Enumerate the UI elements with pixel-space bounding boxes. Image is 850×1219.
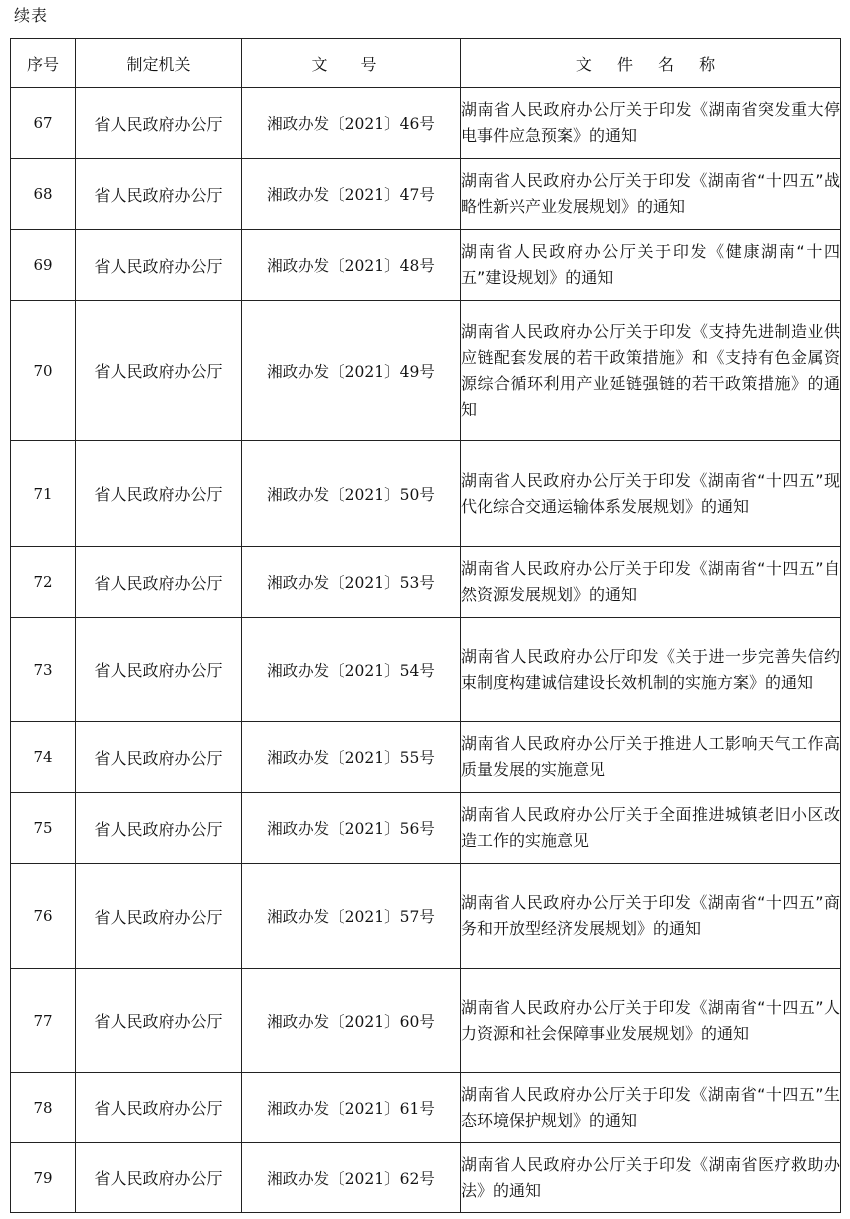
document-title-cell: 湖南省人民政府办公厅关于印发《湖南省“十四五”自然资源发展规划》的通知 xyxy=(461,547,841,618)
document-title-cell: 湖南省人民政府办公厅关于全面推进城镇老旧小区改造工作的实施意见 xyxy=(461,793,841,864)
document-number-cell: 湘政办发〔2021〕46号 xyxy=(242,88,461,159)
table-row xyxy=(11,547,841,618)
document-number-cell: 湘政办发〔2021〕62号 xyxy=(242,1143,461,1213)
table-row xyxy=(11,618,841,722)
document-number-cell: 湘政办发〔2021〕61号 xyxy=(242,1073,461,1143)
document-title-cell: 湖南省人民政府办公厅关于印发《湖南省“十四五”生态环境保护规划》的通知 xyxy=(461,1073,841,1143)
serial-number-cell: 71 xyxy=(11,441,76,547)
header-row xyxy=(11,39,841,88)
table-body xyxy=(11,88,841,1213)
issuing-authority-cell: 省人民政府办公厅 xyxy=(76,88,242,159)
document-number-cell: 湘政办发〔2021〕54号 xyxy=(242,618,461,722)
table-row xyxy=(11,301,841,441)
serial-number-cell: 69 xyxy=(11,230,76,301)
serial-number-cell: 67 xyxy=(11,88,76,159)
issuing-authority-cell: 省人民政府办公厅 xyxy=(76,618,242,722)
document-number-cell: 湘政办发〔2021〕49号 xyxy=(242,301,461,441)
serial-number-cell: 77 xyxy=(11,969,76,1073)
header-document-number: 文 号 xyxy=(242,39,461,88)
document-number-cell: 湘政办发〔2021〕57号 xyxy=(242,864,461,969)
document-number-cell: 湘政办发〔2021〕56号 xyxy=(242,793,461,864)
serial-number-cell: 73 xyxy=(11,618,76,722)
table-row xyxy=(11,1143,841,1213)
document-title-cell: 湖南省人民政府办公厅关于印发《湖南省突发重大停电事件应急预案》的通知 xyxy=(461,88,841,159)
serial-number-cell: 68 xyxy=(11,159,76,230)
serial-number-cell: 78 xyxy=(11,1073,76,1143)
serial-number-cell: 76 xyxy=(11,864,76,969)
header-document-title: 文 件 名 称 xyxy=(461,39,841,88)
document-number-cell: 湘政办发〔2021〕50号 xyxy=(242,441,461,547)
issuing-authority-cell: 省人民政府办公厅 xyxy=(76,159,242,230)
document-title-cell: 湖南省人民政府办公厅关于印发《湖南省“十四五”商务和开放型经济发展规划》的通知 xyxy=(461,864,841,969)
issuing-authority-cell: 省人民政府办公厅 xyxy=(76,547,242,618)
document-title-cell: 湖南省人民政府办公厅关于印发《湖南省医疗救助办法》的通知 xyxy=(461,1143,841,1213)
document-title-cell: 湖南省人民政府办公厅关于印发《健康湖南“十四五”建设规划》的通知 xyxy=(461,230,841,301)
issuing-authority-cell: 省人民政府办公厅 xyxy=(76,1073,242,1143)
document-number-cell: 湘政办发〔2021〕60号 xyxy=(242,969,461,1073)
document-title-cell: 湖南省人民政府办公厅关于印发《湖南省“十四五”现代化综合交通运输体系发展规划》的通知 xyxy=(461,441,841,547)
table-row xyxy=(11,722,841,793)
document-title-cell: 湖南省人民政府办公厅关于推进人工影响天气工作高质量发展的实施意见 xyxy=(461,722,841,793)
table-row xyxy=(11,88,841,159)
table-row xyxy=(11,230,841,301)
serial-number-cell: 72 xyxy=(11,547,76,618)
serial-number-cell: 70 xyxy=(11,301,76,441)
table-row xyxy=(11,1073,841,1143)
table-row xyxy=(11,864,841,969)
issuing-authority-cell: 省人民政府办公厅 xyxy=(76,722,242,793)
header-serial-number: 序号 xyxy=(11,39,76,88)
issuing-authority-cell: 省人民政府办公厅 xyxy=(76,441,242,547)
document-number-cell: 湘政办发〔2021〕47号 xyxy=(242,159,461,230)
document-title-cell: 湖南省人民政府办公厅印发《关于进一步完善失信约束制度构建诚信建设长效机制的实施方案》的通知 xyxy=(461,618,841,722)
document-number-cell: 湘政办发〔2021〕55号 xyxy=(242,722,461,793)
table-continued-caption: 续表 xyxy=(14,6,49,25)
serial-number-cell: 74 xyxy=(11,722,76,793)
table-row xyxy=(11,793,841,864)
table-row xyxy=(11,969,841,1073)
issuing-authority-cell: 省人民政府办公厅 xyxy=(76,793,242,864)
document-number-cell: 湘政办发〔2021〕53号 xyxy=(242,547,461,618)
document-number-cell: 湘政办发〔2021〕48号 xyxy=(242,230,461,301)
document-title-cell: 湖南省人民政府办公厅关于印发《湖南省“十四五”战略性新兴产业发展规划》的通知 xyxy=(461,159,841,230)
document-list-table xyxy=(10,38,841,1213)
issuing-authority-cell: 省人民政府办公厅 xyxy=(76,230,242,301)
table-header xyxy=(11,39,841,88)
issuing-authority-cell: 省人民政府办公厅 xyxy=(76,301,242,441)
document-title-cell: 湖南省人民政府办公厅关于印发《湖南省“十四五”人力资源和社会保障事业发展规划》的通知 xyxy=(461,969,841,1073)
issuing-authority-cell: 省人民政府办公厅 xyxy=(76,864,242,969)
serial-number-cell: 75 xyxy=(11,793,76,864)
issuing-authority-cell: 省人民政府办公厅 xyxy=(76,969,242,1073)
serial-number-cell: 79 xyxy=(11,1143,76,1213)
issuing-authority-cell: 省人民政府办公厅 xyxy=(76,1143,242,1213)
document-title-cell: 湖南省人民政府办公厅关于印发《支持先进制造业供应链配套发展的若干政策措施》和《支持有色金属资源综合循环利用产业延链强链的若干政策措施》的通知 xyxy=(461,301,841,441)
table-row xyxy=(11,159,841,230)
header-issuing-authority: 制定机关 xyxy=(76,39,242,88)
table-row xyxy=(11,441,841,547)
